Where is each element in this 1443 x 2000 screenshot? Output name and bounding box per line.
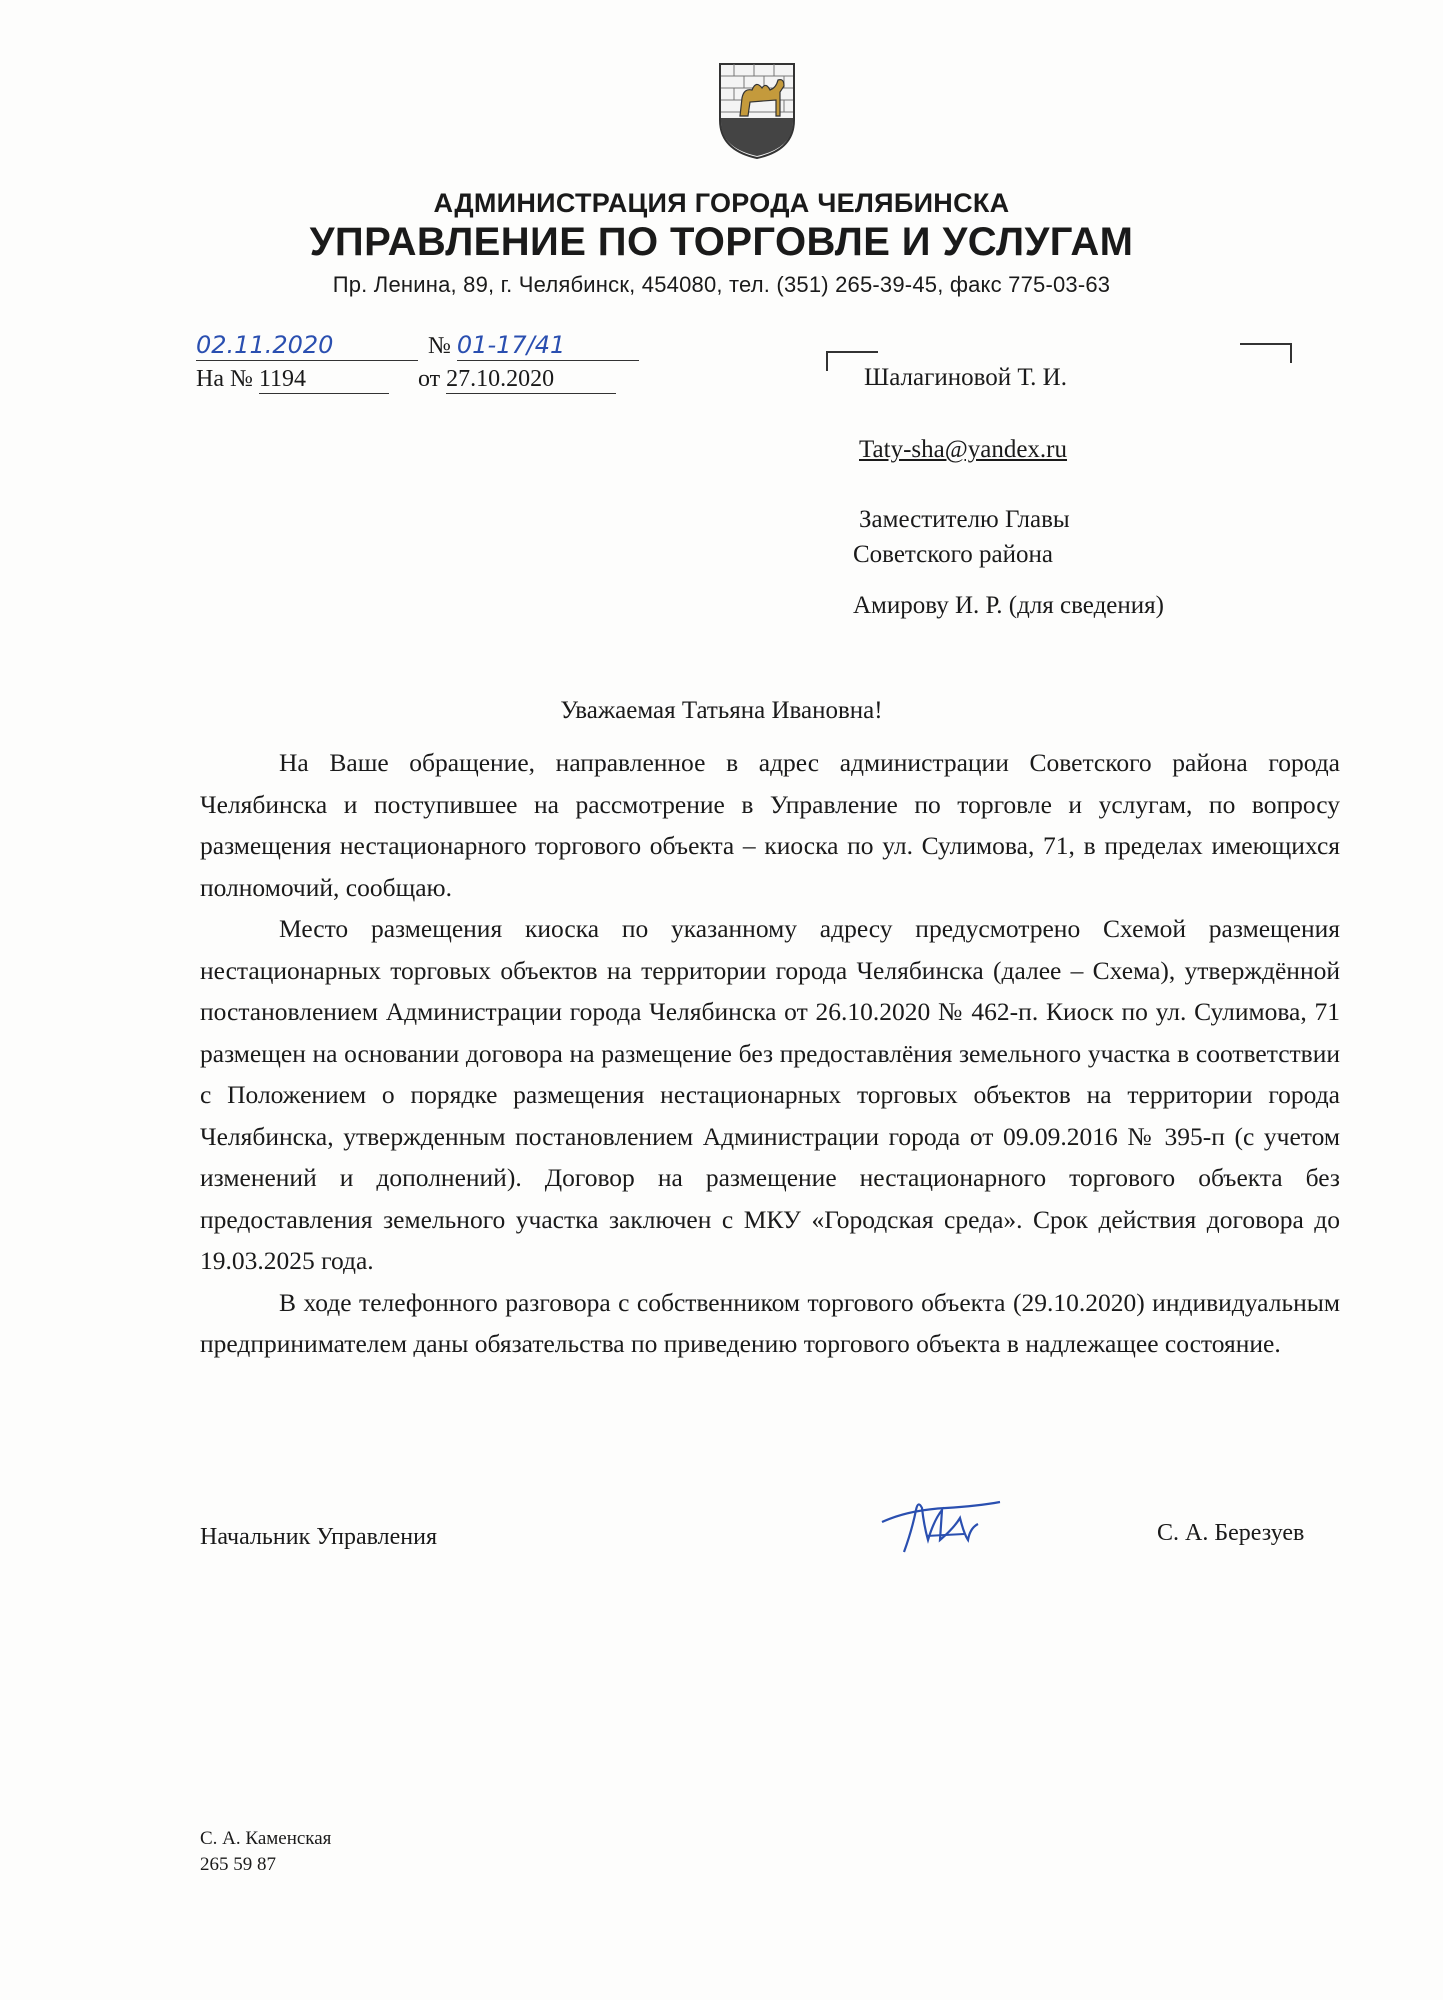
- letter-body: [200, 742, 1340, 1365]
- addressee-name-1: Шалагиновой Т. И.: [864, 364, 1067, 391]
- greeting: Уважаемая Татьяна Ивановна!: [560, 697, 883, 724]
- outgoing-date: 02.11.2020: [196, 331, 334, 359]
- outgoing-number: 01-17/41: [456, 331, 566, 359]
- addressee-name-2: Амирову И. Р. (для сведения): [853, 592, 1164, 619]
- outgoing-number-field: [428, 331, 639, 361]
- number-sign: №: [428, 333, 451, 359]
- reply-to-label: На №: [196, 366, 253, 392]
- addressee-position-1: Заместителю Главы: [859, 506, 1070, 533]
- chelyabinsk-coat-of-arms-icon: [714, 58, 800, 162]
- signer-position: Начальник Управления: [200, 1524, 437, 1550]
- executor-phone: 265 59 87: [200, 1854, 276, 1875]
- organization-name: АДМИНИСТРАЦИЯ ГОРОДА ЧЕЛЯБИНСКА: [433, 188, 1010, 218]
- reply-to-date: 27.10.2020: [446, 366, 555, 392]
- department-name: УПРАВЛЕНИЕ ПО ТОРГОВЛЕ И УСЛУГАМ: [309, 220, 1134, 264]
- from-label: от: [418, 366, 441, 392]
- reply-to-number: 1194: [258, 366, 306, 392]
- executor-name: С. А. Каменская: [200, 1828, 332, 1849]
- outgoing-date-field: [196, 331, 418, 361]
- body-paragraph-2: Место размещения киоска по указанному адресу предусмотрено Схемой размещения нестационарных торговых объектов на территории города Челябинска (далее – Схема), утверждённой постановлением Администрации города Челябинска от 26.10.2020 № 462-п. Киоск по ул. Сулимова, 71 размещен на основании договора на размещение без предоставлёния земельного участка в соответствии с Положением о порядке размещения нестационарных торговых объектов на территории города Челябинска, утвержденным постановлением Администрации города от 09.09.2016 № 395-п (с учетом изменений и дополнений). Договор на размещение нестационарного торгового объекта без предоставления земельного участка заключен с МКУ «Городская среда». Срок действия договора до 19.03.2025 года.: [200, 914, 1340, 1275]
- reply-date-field: [418, 366, 616, 394]
- reply-to-field: [196, 366, 389, 394]
- signer-name: С. А. Березуев: [1157, 1520, 1305, 1546]
- body-paragraph-1: На Ваше обращение, направленное в адрес администрации Советского района города Челябинска и поступившее на рассмотрение в Управление по торговле и услугам, по вопросу размещения нестационарного торгового объекта – киоска по ул. Сулимова, 71, в пределах имеющихся полномочий, сообщаю.: [200, 748, 1340, 902]
- body-paragraph-3: В ходе телефонного разговора с собственником торгового объекта (29.10.2020) индивидуальным предпринимателем даны обязательства по приведению торгового объекта в надлежащее состояние.: [200, 1287, 1340, 1358]
- handwritten-signature-icon: [868, 1480, 1008, 1560]
- contact-line: Пр. Ленина, 89, г. Челябинск, 454080, тел. (351) 265-39-45, факс 775-03-63: [332, 272, 1111, 297]
- addressee-email-link[interactable]: Taty-sha@yandex.ru: [859, 436, 1068, 463]
- addressee-bracket-right: [1240, 343, 1292, 363]
- addressee-position-2: Советского района: [853, 541, 1053, 568]
